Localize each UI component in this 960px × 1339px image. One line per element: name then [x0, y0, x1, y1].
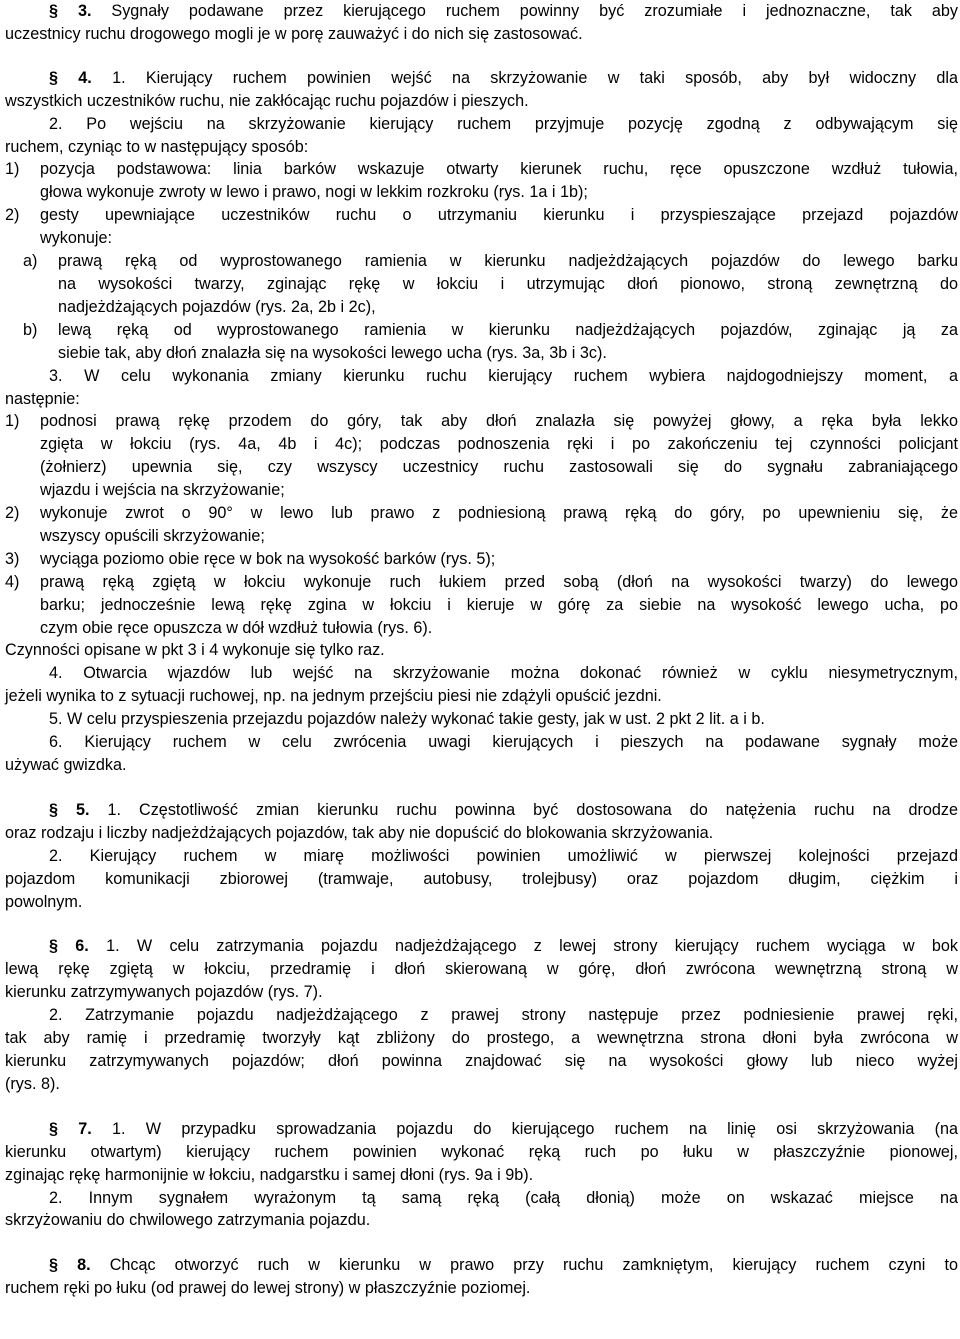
- list-item-line: gesty upewniające uczestników ruchu o utrzymaniu kierunku i przyspieszające przejazd pojazdów: [40, 206, 958, 225]
- list-item-line: siebie tak, aby dłoń znalazła się na wysokości lewego ucha (rys. 3a, 3b i 3c).: [58, 343, 607, 362]
- list-item-4-3-3: [5, 548, 958, 571]
- section-5-2-line-2: pojazdom komunikacji zbiorowej (tramwaje, autobusy, trolejbusy) oraz pojazdom długim, ciężkim i: [5, 869, 958, 888]
- list-item-line: pozycja podstawowa: linia barków wskazuje otwarty kierunek ruchu, ręce opuszczone wzdłuż tułowia,: [40, 160, 958, 179]
- section-4-4-line-1: 4. Otwarcia wjazdów lub wejść na skrzyżowanie można dokonać również w cyklu niesymetrycznym,: [49, 664, 958, 683]
- list-item-line: czym obie ręce opuszcza w dół wzdłuż tułowia (rys. 6).: [40, 618, 433, 637]
- list-item-line: barku; jednocześnie lewą rękę zgina w łokciu i kieruje w górę za siebie na wysokość lewego ucha, po: [40, 595, 958, 614]
- list-item-4-3-4: [5, 571, 958, 640]
- list-item-4-3-2: [5, 502, 958, 548]
- section-7-1-line-1: § 7. 1. W przypadku sprowadzania pojazdu do kierującego ruchem na linię osi skrzyżowania (na: [49, 1119, 958, 1138]
- section-4-3-line-1: 3. W celu wykonania zmiany kierunku ruchu kierujący ruchem wybiera najdogodniejszy moment, a: [49, 366, 958, 385]
- list-item-4-2-2-b: [23, 319, 958, 365]
- section-6-2-line-1: 2. Zatrzymanie pojazdu nadjeżdżającego z prawej strony następuje przez podniesienie prawej ręki,: [49, 1006, 958, 1025]
- section-6-2-line-3: kierunku zatrzymywanych pojazdów; dłoń powinna znajdować się na wysokości głowy lub nieco wyżej: [5, 1051, 958, 1070]
- section-4-6-line-1: 6. Kierujący ruchem w celu zwrócenia uwagi kierujących i pieszych na podawane sygnały może: [49, 733, 958, 752]
- list-label: a): [23, 252, 38, 271]
- section-7: [5, 1118, 958, 1233]
- section-7-2-line-2: skrzyżowaniu do chwilowego zatrzymania pojazdu.: [5, 1211, 371, 1230]
- section-3-line-2: uczestnicy ruchu drogowego mogli je w porę zauważyć i do nich się zastosować.: [5, 24, 583, 43]
- list-label: 2): [5, 504, 20, 523]
- list-label: 2): [5, 206, 20, 225]
- section-8-line-1: § 8. Chcąc otworzyć ruch w kierunku w prawo przy ruchu zamkniętym, kierujący ruchem czyni to: [49, 1256, 958, 1275]
- section-4-1-line-1: § 4. 1. Kierujący ruchem powinien wejść na skrzyżowanie w taki sposób, aby był widoczny dla: [49, 68, 958, 87]
- list-item-4-3-1: [5, 410, 958, 502]
- section-5: [5, 799, 958, 914]
- section-6: [5, 935, 958, 1095]
- section-4-6-line-2: używać gwizdka.: [5, 756, 127, 774]
- list-item-4-2-2: [5, 204, 958, 364]
- section-4-3-note: Czynności opisane w pkt 3 i 4 wykonuje się tylko raz.: [5, 641, 385, 660]
- section-7-1-line-2: kierunku otwartym) kierujący ruchem powinien wykonać ręką ruch po łuku w płaszczyźnie pionowej,: [5, 1142, 958, 1161]
- list-label: 3): [5, 549, 20, 568]
- list-label: b): [23, 320, 38, 339]
- section-3-line-1: § 3. Sygnały podawane przez kierującego ruchem powinny być zrozumiałe i jednoznaczne, tak aby: [49, 2, 958, 20]
- section-3: [5, 0, 958, 46]
- section-marker: § 6.: [49, 937, 89, 956]
- list-item-line: wszyscy opuścili skrzyżowanie;: [40, 526, 265, 545]
- section-marker: § 5.: [49, 800, 90, 819]
- list-label: 1): [5, 160, 20, 179]
- list-item-line: podnosi prawą rękę przodem do góry, tak aby dłoń znalazła się powyżej głowy, a ręka była lekko: [40, 412, 958, 431]
- list-item-line: nadjeżdżających pojazdów (rys. 2a, 2b i 2c),: [58, 297, 376, 316]
- list-item-line: prawą ręką zgiętą w łokciu wykonuje ruch łukiem przed sobą (dłoń na wysokości twarzy) do lewego: [40, 572, 958, 591]
- section-7-1-line-3: zginając rękę harmonijnie w łokciu, nadgarstku i samej dłoni (rys. 9a i 9b).: [5, 1165, 534, 1184]
- section-4: [5, 67, 958, 777]
- list-item-line: na wysokości twarzy, zginając rękę w łokciu i utrzymując dłoń pionowo, stroną zewnętrzną do: [58, 274, 958, 293]
- section-4-2-line-2: ruchem, czyniąc to w następujący sposób:: [5, 137, 309, 156]
- list-item-line: głowa wykonuje zwroty w lewo i prawo, nogi w lekkim rozkroku (rys. 1a i 1b);: [40, 183, 588, 202]
- section-marker: § 8.: [49, 1256, 91, 1275]
- section-8: [5, 1254, 958, 1300]
- section-marker: § 7.: [49, 1119, 92, 1138]
- list-item-4-2-1: [5, 158, 958, 204]
- list-item-line: (żołnierz) upewnia się, czy wszyscy uczestnicy ruchu zastosowali się do sygnału zabraniającego: [40, 458, 958, 477]
- list-item-line: wykonuje zwrot o 90° w lewo lub prawo z podniesioną prawą ręką do góry, po upewnieniu się, że: [40, 504, 958, 523]
- section-6-1-line-1: § 6. 1. W celu zatrzymania pojazdu nadjeżdżającego z lewej strony kierujący ruchem wyciąga w bok: [49, 937, 958, 956]
- section-6-1-line-3: kierunku zatrzymywanych pojazdów (rys. 7).: [5, 983, 323, 1002]
- section-8-line-2: ruchem ręki po łuku (od prawej do lewej strony) w płaszczyźnie poziomej.: [5, 1279, 531, 1298]
- list-item-line: wjazdu i wejścia na skrzyżowanie;: [40, 481, 285, 500]
- section-5-2-line-3: powolnym.: [5, 892, 83, 911]
- list-item-line: lewą ręką od wyprostowanego ramienia w kierunku nadjeżdżających pojazdów, zginając ją za: [58, 320, 958, 339]
- section-5-1-line-1: § 5. 1. Częstotliwość zmian kierunku ruchu powinna być dostosowana do natężenia ruchu na drodze: [49, 800, 958, 819]
- list-item-line: wykonuje:: [40, 229, 112, 248]
- section-4-5: 5. W celu przyspieszenia przejazdu pojazdów należy wykonać takie gesty, jak w ust. 2 pkt 2 lit. a i b.: [49, 710, 765, 729]
- list-item-line: wyciąga poziomo obie ręce w bok na wysokość barków (rys. 5);: [40, 549, 496, 568]
- list-item-line: prawą ręką od wyprostowanego ramienia w kierunku nadjeżdżających pojazdów do lewego barku: [58, 252, 958, 271]
- section-4-4-line-2: jeżeli wynika to z sytuacji ruchowej, np. na jednym przejściu piesi nie zdążyli opuścić jezdni.: [5, 687, 662, 706]
- section-5-2-line-1: 2. Kierujący ruchem w miarę możliwości powinien umożliwić w pierwszej kolejności przejazd: [49, 846, 958, 865]
- section-6-2-line-2: tak aby ramię i przedramię tworzyły kąt zbliżony do prostego, a wewnętrzna strona dłoni była zwrócona w: [5, 1029, 958, 1048]
- section-marker: § 3.: [49, 2, 92, 20]
- section-4-3-line-2: następnie:: [5, 389, 80, 408]
- section-4-1-line-2: wszystkich uczestników ruchu, nie zakłócając ruchu pojazdów i pieszych.: [5, 91, 529, 110]
- list-label: 4): [5, 572, 20, 591]
- section-5-1-line-2: oraz rodzaju i liczby nadjeżdżających pojazdów, tak aby nie dopuścić do blokowania skrzyżowania.: [5, 823, 714, 842]
- section-4-2-line-1: 2. Po wejściu na skrzyżowanie kierujący ruchem przyjmuje pozycję zgodną z odbywającym się: [49, 114, 958, 133]
- list-item-4-2-2-a: [23, 250, 958, 319]
- list-item-line: zgięta w łokciu (rys. 4a, 4b i 4c); podczas podnoszenia ręki i po zakończeniu tej czynności policjant: [40, 435, 958, 454]
- section-marker: § 4.: [49, 68, 92, 87]
- section-6-1-line-2: lewą rękę zgiętą w łokciu, przedramię i dłoń skierowaną w górę, dłoń zwrócona wewnętrzną stroną w: [5, 960, 958, 979]
- list-label: 1): [5, 412, 20, 431]
- section-6-2-line-4: (rys. 8).: [5, 1074, 60, 1093]
- section-7-2-line-1: 2. Innym sygnałem wyrażonym tą samą ręką (całą dłonią) może on wskazać miejsce na: [49, 1188, 958, 1207]
